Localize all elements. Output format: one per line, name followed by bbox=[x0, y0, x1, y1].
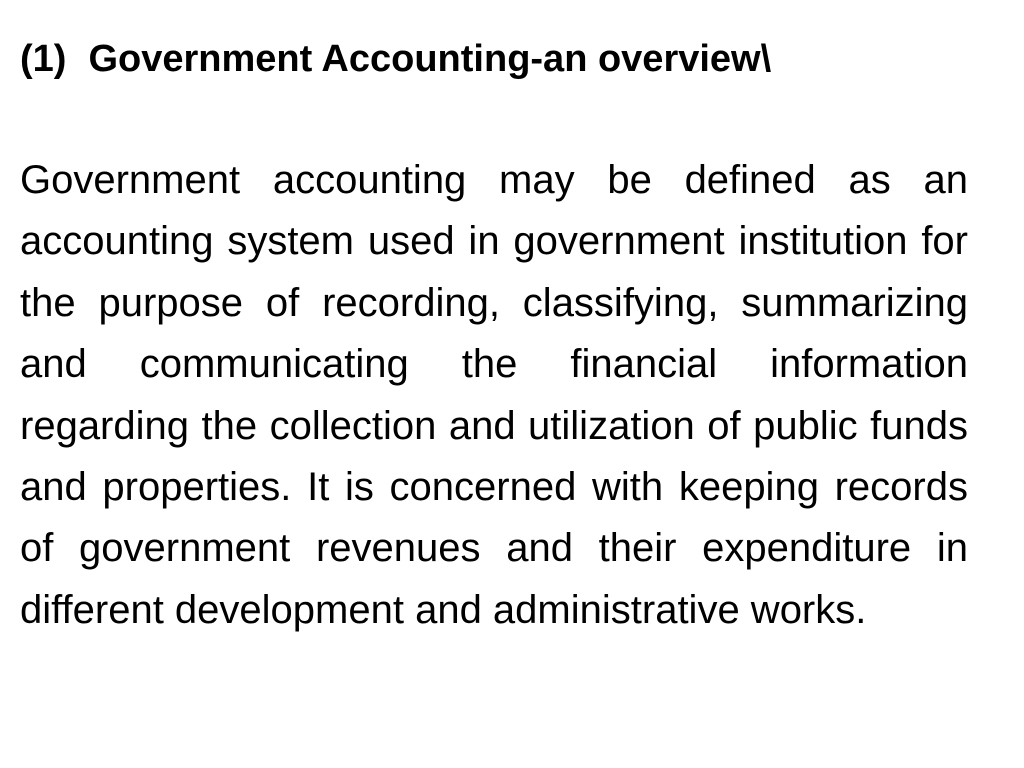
section-title: Government Accounting-an overview\ bbox=[88, 38, 772, 80]
body-paragraph: Government accounting may be defined as an accounting system used in government institution for the purpose of recording, classifying, summarizing and communicating the financial information regarding the collection and utilization of public funds and properties. It is concerned with keeping records of government revenues and their expenditure in different development and administrative works. bbox=[20, 158, 968, 632]
section-number: (1) bbox=[20, 38, 67, 80]
section-heading bbox=[20, 30, 1000, 88]
